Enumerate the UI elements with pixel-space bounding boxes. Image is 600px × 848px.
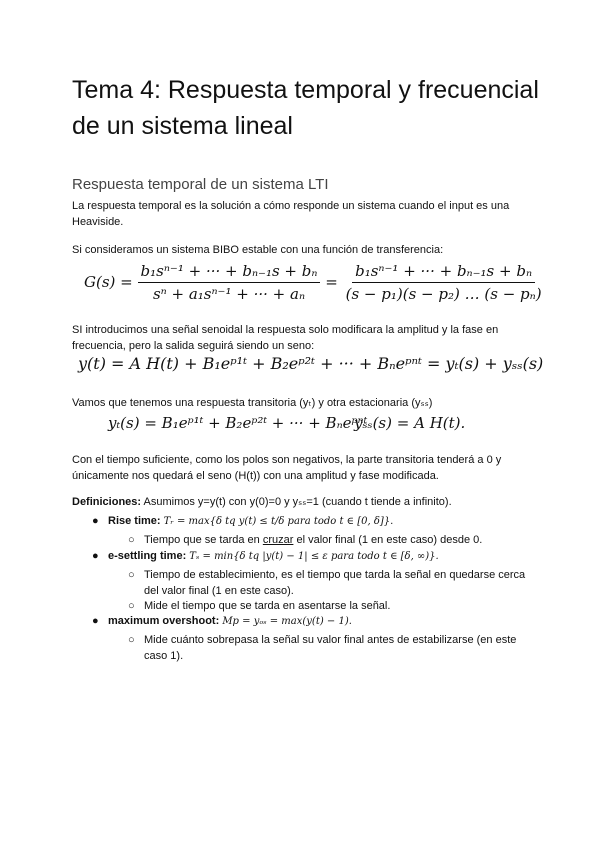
definitions-assumption: Asumimos y=y(t) con y(0)=0 y yₛₛ=1 (cuando t tiende a infinito). <box>143 496 452 508</box>
rise-time-desc-underlined: cruzar <box>262 534 294 546</box>
settling-time-term: e-settling time: <box>108 550 187 562</box>
response-equation: y(t) = A H(t) + B₁eᵖ¹ᵗ + B₂eᵖ²ᵗ + ··· + Bₙeᵖⁿᵗ = yₜ(s) + yₛₛ(s) <box>78 354 544 373</box>
rise-time-description <box>144 532 534 548</box>
eq1-fraction-2 <box>343 262 545 303</box>
paragraph-bibo: Si consideramos un sistema BIBO estable con una función de transferencia: <box>72 244 444 256</box>
definitions-label: Definiciones: <box>72 496 142 508</box>
sub-bullet-circle: ○ <box>128 600 135 612</box>
rise-time-term: Rise time: <box>108 515 161 527</box>
paragraph-conclusion: Con el tiempo suficiente, como los polos son negativos, la parte transitoria tenderá a 0 y únicamente nos quedará el seno (H(t)) con una amplitud y fase modificada. <box>72 454 502 482</box>
rise-time-formula: Tᵣ = max{δ tq y(t) ≤ t/δ para todo t ∈ [0, δ]}. <box>163 516 394 527</box>
definitions-intro <box>72 494 527 510</box>
max-overshoot-formula: Mp = yₒₛ = max(y(t) − 1). <box>222 616 352 627</box>
eq1-numerator-2: b₁sⁿ⁻¹ + ··· + bₙ₋₁s + bₙ <box>352 262 535 283</box>
eq1-numerator-1: b₁sⁿ⁻¹ + ··· + bₙ₋₁s + bₙ <box>138 262 321 283</box>
rise-time-desc-end: el valor final (1 en este caso) desde 0. <box>293 534 483 546</box>
transient-equation: yₜ(s) = B₁eᵖ¹ᵗ + B₂eᵖ²ᵗ + ··· + Bₙeᵖⁿᵗ <box>108 414 368 432</box>
definition-max-overshoot <box>108 613 538 630</box>
paragraph-transitoria: Vamos que tenemos una respuesta transitoria (yₜ) y otra estacionaria (yₛₛ) <box>72 397 433 409</box>
paragraph-senoidal: SI introducimos una señal senoidal la respuesta solo modificara la amplitud y la fase en frecuencia, pero la salida seguirá siendo un seno: <box>72 324 499 352</box>
max-overshoot-term: maximum overshoot: <box>108 615 220 627</box>
sub-bullet-circle: ○ <box>128 569 135 581</box>
bullet-dot: ● <box>92 550 99 562</box>
settling-time-description-1: Tiempo de establecimiento, es el tiempo que tarda la señal en quedarse cerca del valor final (1 en este caso). <box>144 569 526 597</box>
max-overshoot-description: Mide cuánto sobrepasa la señal su valor final antes de estabilizarse (en este caso 1). <box>144 634 517 662</box>
transfer-function-equation <box>84 258 545 306</box>
eq1-fraction-1 <box>138 262 321 303</box>
rise-time-desc-start: Tiempo que se tarda en <box>144 534 263 546</box>
sub-bullet-circle: ○ <box>128 634 135 646</box>
page-title: Tema 4: Respuesta temporal y frecuencial de un sistema lineal <box>72 76 539 140</box>
bullet-dot: ● <box>92 515 99 527</box>
steady-state-equation: yₛₛ(s) = A H(t). <box>354 414 466 432</box>
eq1-lhs: G(s) = <box>84 273 133 291</box>
paragraph-intro: La respuesta temporal es la solución a cómo responde un sistema cuando el input es una Heaviside. <box>72 200 510 228</box>
definition-rise-time <box>108 513 538 530</box>
bullet-dot: ● <box>92 615 99 627</box>
definition-settling-time <box>108 548 538 565</box>
section-heading: Respuesta temporal de un sistema LTI <box>72 176 329 193</box>
eq1-denominator-2: (s − p₁)(s − p₂) … (s − pₙ) <box>345 284 542 303</box>
eq1-denominator-1: sⁿ + a₁sⁿ⁻¹ + ··· + aₙ <box>152 284 306 303</box>
settling-time-formula: Tₛ = min{δ tq |y(t) − 1| ≤ ε para todo t ∈ [δ, ∞)}. <box>189 551 439 562</box>
sub-bullet-circle: ○ <box>128 534 135 546</box>
eq1-equals: = <box>325 273 338 291</box>
settling-time-description-2: Mide el tiempo que se tarda en asentarse la señal. <box>144 600 391 612</box>
